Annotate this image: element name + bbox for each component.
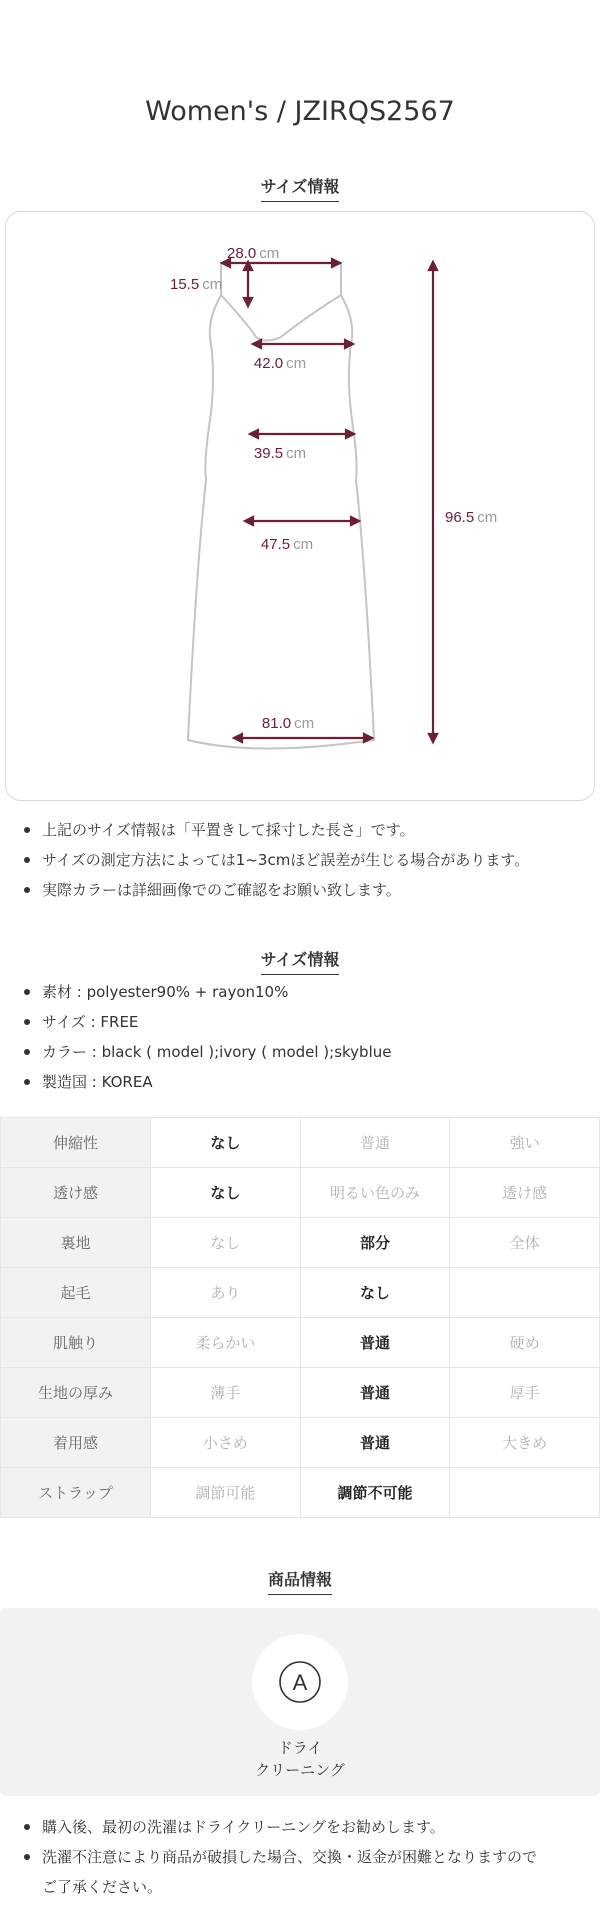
table-row bbox=[1, 1468, 600, 1518]
spec-option-cell bbox=[450, 1268, 600, 1318]
list-item: 購入後、最初の洗濯はドライクリーニングをお勧めします。 bbox=[20, 1812, 585, 1842]
list-item: サイズ : FREE bbox=[20, 1007, 585, 1037]
spec-option-cell bbox=[450, 1468, 600, 1518]
care-info-heading: 商品情報 bbox=[0, 1567, 600, 1595]
size-diagram bbox=[5, 211, 595, 801]
care-label-line-1: ドライ bbox=[277, 1739, 323, 1757]
spec-option-cell: 強い bbox=[450, 1118, 600, 1168]
size-diagram-svg bbox=[6, 212, 596, 802]
spec-row-label: 着用感 bbox=[1, 1418, 151, 1468]
arrow bbox=[332, 259, 340, 267]
waist-label: 39.5 cm bbox=[253, 445, 307, 462]
spec-option-cell: 柔らかい bbox=[151, 1318, 301, 1368]
spec-option-cell: 全体 bbox=[450, 1218, 600, 1268]
spec-option-cell: 普通 bbox=[300, 1118, 450, 1168]
arrow bbox=[250, 430, 258, 438]
table-row bbox=[1, 1168, 600, 1218]
strap-label: 15.5 cm bbox=[170, 276, 223, 293]
product-details-list bbox=[20, 977, 585, 1097]
spec-option-cell: 明るい色のみ bbox=[300, 1168, 450, 1218]
list-item: 上記のサイズ情報は「平置きして採寸した長さ」です。 bbox=[20, 815, 585, 845]
dry-clean-circle-a-icon bbox=[252, 1634, 348, 1730]
spec-row-label: 伸縮性 bbox=[1, 1118, 151, 1168]
arrow bbox=[253, 340, 261, 348]
dress-outline bbox=[188, 262, 374, 749]
length-label: 96.5 cm bbox=[445, 509, 498, 526]
spec-option-cell: なし bbox=[151, 1118, 301, 1168]
spec-row-label: 裏地 bbox=[1, 1218, 151, 1268]
arrow bbox=[351, 517, 359, 525]
spec-option-cell: 硬め bbox=[450, 1318, 600, 1368]
spec-option-cell: 小さめ bbox=[151, 1418, 301, 1468]
table-row bbox=[1, 1418, 600, 1468]
spec-row-label: 透け感 bbox=[1, 1168, 151, 1218]
neckline bbox=[221, 295, 341, 341]
spec-option-cell: 部分 bbox=[300, 1218, 450, 1268]
list-item: サイズの測定方法によっては1~3cmほど誤差が生じる場合があります。 bbox=[20, 845, 585, 875]
care-notes-list bbox=[20, 1812, 585, 1902]
spec-option-cell: 透け感 bbox=[450, 1168, 600, 1218]
product-info-heading: サイズ情報 bbox=[0, 947, 600, 975]
list-item: 素材 : polyester90% + rayon10% bbox=[20, 977, 585, 1007]
care-label-line-2: クリーニング bbox=[255, 1761, 345, 1779]
care-panel bbox=[0, 1608, 600, 1796]
spec-option-cell: なし bbox=[151, 1168, 301, 1218]
spec-row-label: 肌触り bbox=[1, 1318, 151, 1368]
list-item-continuation: ご了承ください。 bbox=[42, 1878, 163, 1896]
hem-label: 81.0 cm bbox=[261, 715, 315, 732]
spec-option-cell: 普通 bbox=[300, 1368, 450, 1418]
spec-option-cell: 普通 bbox=[300, 1418, 450, 1468]
measure-lines bbox=[222, 259, 437, 742]
svg-text:A: A bbox=[292, 1670, 308, 1695]
table-row bbox=[1, 1318, 600, 1368]
care-icon-wrapper bbox=[252, 1634, 348, 1730]
list-item: 洗濯不注意により商品が破損した場合、交換・返金が困難となりますので bbox=[20, 1842, 585, 1872]
arrow bbox=[245, 517, 253, 525]
arrow bbox=[429, 734, 437, 742]
table-row bbox=[1, 1368, 600, 1418]
page-title: Women's / JZIRQS2567 bbox=[145, 96, 455, 127]
spec-option-cell: あり bbox=[151, 1268, 301, 1318]
spec-option-cell: 調節可能 bbox=[151, 1468, 301, 1518]
top-width-label: 28.0 cm bbox=[227, 245, 280, 262]
spec-option-cell: 厚手 bbox=[450, 1368, 600, 1418]
spec-option-cell: なし bbox=[151, 1218, 301, 1268]
list-item: 実際カラーは詳細画像でのご確認をお願い致します。 bbox=[20, 875, 585, 905]
spec-option-cell: 普通 bbox=[300, 1318, 450, 1368]
table-row bbox=[1, 1218, 600, 1268]
hip-label: 47.5 cm bbox=[260, 536, 314, 553]
size-notes-list bbox=[20, 815, 585, 905]
arrow bbox=[244, 298, 252, 306]
bust-label: 42.0 cm bbox=[253, 355, 307, 372]
arrow bbox=[429, 262, 437, 270]
spec-option-cell: 大きめ bbox=[450, 1418, 600, 1468]
spec-row-label: 生地の厚み bbox=[1, 1368, 151, 1418]
spec-option-cell: 調節不可能 bbox=[300, 1468, 450, 1518]
table-row bbox=[1, 1268, 600, 1318]
size-info-heading: サイズ情報 bbox=[0, 174, 600, 202]
spec-row-label: ストラップ bbox=[1, 1468, 151, 1518]
spec-row-label: 起毛 bbox=[1, 1268, 151, 1318]
spec-option-cell: なし bbox=[300, 1268, 450, 1318]
list-item: カラー : black ( model );ivory ( model );skyblue bbox=[20, 1037, 585, 1067]
fabric-spec-table bbox=[0, 1117, 600, 1518]
list-item: 製造国 : KOREA bbox=[20, 1067, 585, 1097]
arrow bbox=[234, 734, 242, 742]
spec-option-cell: 薄手 bbox=[151, 1368, 301, 1418]
table-row bbox=[1, 1118, 600, 1168]
